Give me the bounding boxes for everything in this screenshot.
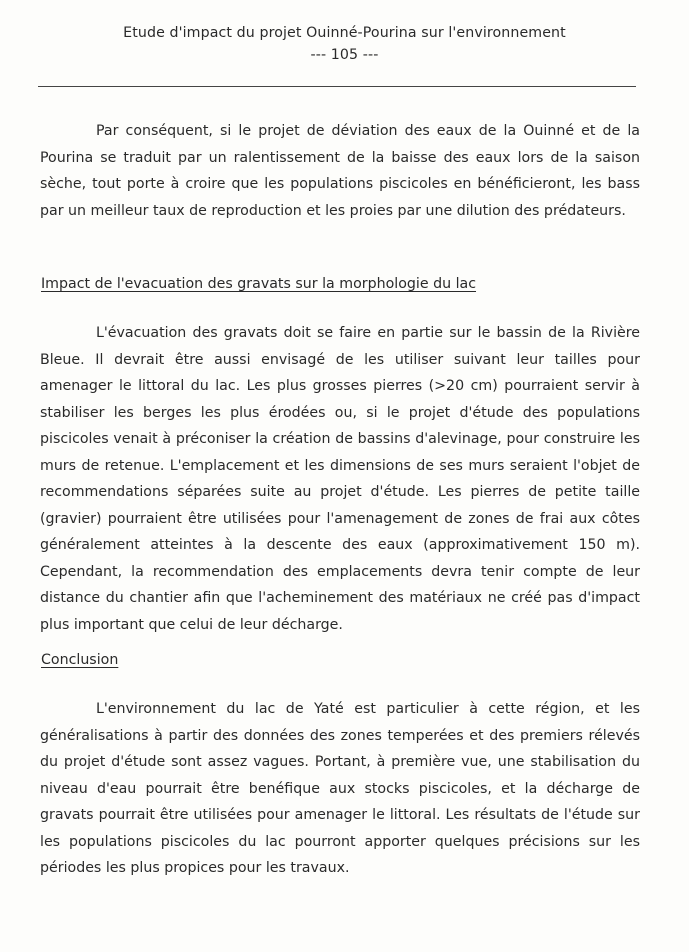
conclusion-paragraph: L'environnement du lac de Yaté est particulier à cette région, et les généralisations à partir des données des zones temperées et des premiers rélevés du projet d'étude sont assez vagues. Portant, à première vue, une stabilisation du niveau d'eau pourrait être benéfique aux stocks piscicoles, et la décharge de gravats pourrait être utilisées pour amenager le littoral. Les résultats de l'étude sur les populations piscicoles du lac pourront apporter quelques précisions sur les périodes les plus propices pour les travaux. [40,701,640,876]
intro-paragraph: Par conséquent, si le projet de déviation des eaux de la Ouinné et de la Pourina se traduit par un ralentissement de la baisse des eaux lors de la saison sèche, tout porte à croire que les populations piscicoles en bénéficieront, les bass par un meilleur taux de reproduction et les proies par une dilution des prédateurs. [40,123,640,219]
page-header [0,22,689,66]
header-divider [38,86,636,87]
gravats-paragraph: L'évacuation des gravats doit se faire en partie sur le bassin de la Rivière Bleue. Il devrait être aussi envisagé de les utiliser suivant leur tailles pour amenager le littoral du lac. Les plus grosses pierres (>20 cm) pourraient servir à stabiliser les berges les plus érodées ou, si le projet d'étude des populations piscicoles venait à préconiser la création de bassins d'alevinage, pour construire les murs de retenue. L'emplacement et les dimensions de ses murs seraient l'objet de recommendations séparées suite au projet d'étude. Les pierres de petite taille (gravier) pourraient être utilisées pour l'amenagement de zones de frai aux côtes généralement atteintes à la descente des eaux (approximativement 150 m). Cependant, la recommendation des emplacements devra tenir compte de leur distance du chantier afin que l'acheminement des matériaux ne créé pas d'impact plus important que celui de leur décharge. [40,325,640,633]
header-title: Etude d'impact du projet Ouinné-Pourina sur l'environnement [123,25,566,41]
section-heading-gravats: Impact de l'evacuation des gravats sur la morphologie du lac [41,276,477,292]
page-number: --- 105 --- [310,47,379,63]
intro-section [40,118,640,224]
gravats-section [40,320,640,638]
conclusion-section [40,696,640,882]
section-heading-conclusion: Conclusion [41,652,119,668]
